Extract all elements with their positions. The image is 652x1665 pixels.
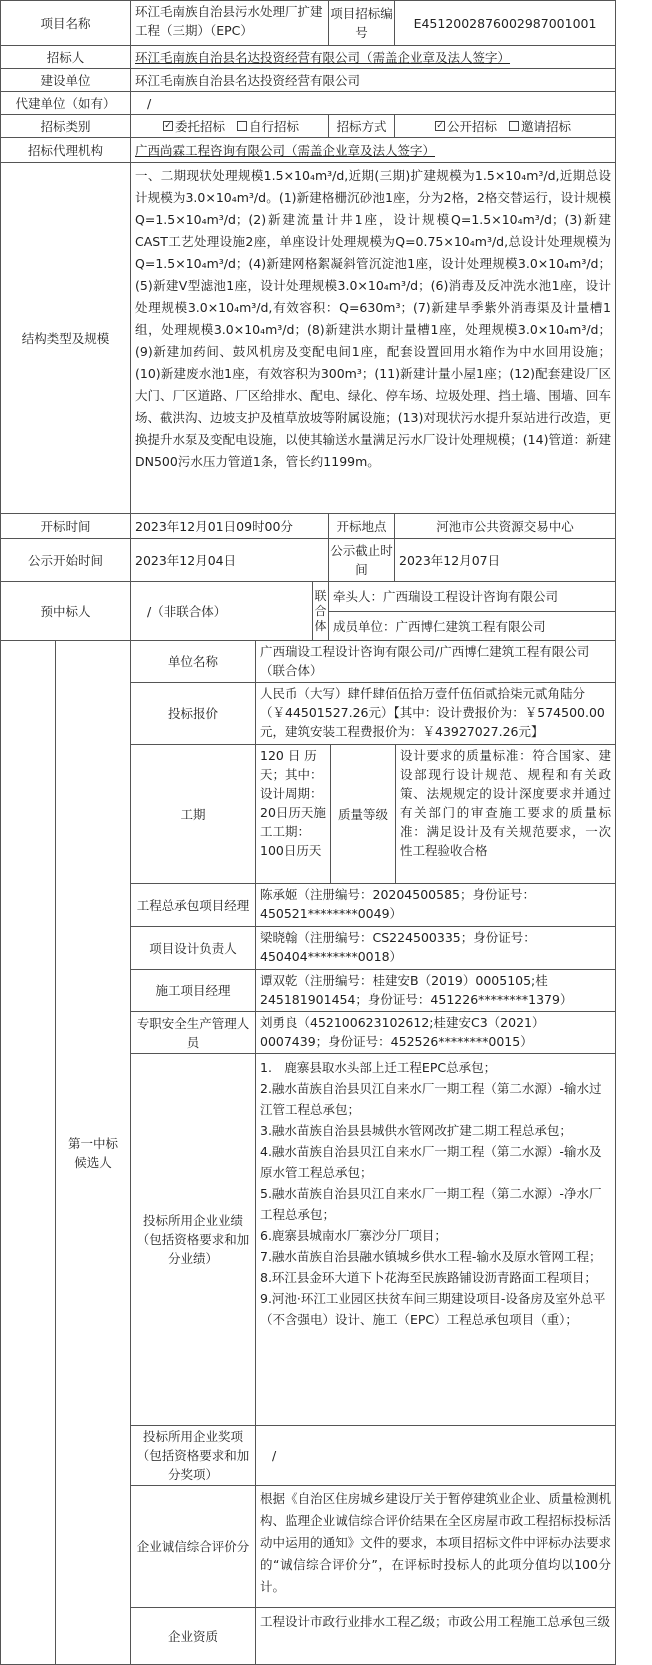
unchecked-box-icon[interactable] — [237, 121, 247, 131]
builder-value: 环江毛南族自治县名达投资经营有限公司 — [130, 68, 616, 92]
build-pm-value: 谭双乾（注册编号：桂建安B（2019）0005105;桂245181901454；身份证号：451226********1379） — [255, 969, 616, 1012]
union-member: 成员单位：广西博仁建筑工程有限公司 — [328, 611, 616, 641]
agent-builder-label: 代建单位（如有） — [0, 91, 131, 115]
tender-type-label: 招标类别 — [0, 114, 131, 138]
qualification-label: 企业资质 — [130, 1607, 256, 1665]
publicity-start-label: 公示开始时间 — [0, 538, 131, 582]
performance-item: 6.鹿寨县城南水厂寨沙分厂项目； — [260, 1228, 447, 1243]
union-lead: 牵头人：广西瑞设工程设计咨询有限公司 — [328, 581, 616, 612]
bid-value — [255, 682, 616, 745]
option-self: 自行招标 — [249, 118, 300, 134]
safety-value: 刘勇良（452100623102612;桂建安C3（2021）0007439；身份证号：452526********0015） — [255, 1011, 616, 1054]
quality-label: 质量等级 — [330, 744, 396, 884]
union-label: 联合体 — [312, 581, 329, 641]
winner-value: /（非联合体） — [130, 581, 313, 641]
bid-amount-figure: （￥44501527.26元）【其中：设计费报价为：￥574500.00 — [260, 705, 605, 720]
open-place-label: 开标地点 — [328, 513, 395, 539]
tender-type-options — [130, 114, 329, 138]
winner-label: 预中标人 — [0, 581, 131, 641]
checked-box-icon[interactable]: ✓ — [436, 121, 444, 131]
scale-label: 结构类型及规模 — [0, 162, 131, 514]
project-name-value: 环江毛南族自治县污水处理厂扩建工程（三期）（EPC） — [130, 0, 329, 46]
open-time-label: 开标时间 — [0, 513, 131, 539]
performance-item: 1. 鹿寨县取水头部上迁工程EPC总承包； — [260, 1060, 497, 1075]
performance-item: 9.河池·环江工业园区扶贫车间三期建设项目-设备房及室外总平（不含强电）设计、施工（EPC）工程总承包项目（重）； — [260, 1291, 606, 1327]
bid-amount-words: 人民币（大写）肆仟肆佰伍拾万壹仟伍佰贰拾柒元贰角陆分 — [260, 686, 586, 701]
checked-box-icon[interactable]: ✓ — [164, 121, 172, 131]
bid-amount-breakdown: 元，建筑安装工程费报价为：￥43927027.26元】 — [260, 724, 544, 739]
pm-label: 工程总承包项目经理 — [130, 883, 256, 927]
safety-label: 专职安全生产管理人员 — [130, 1011, 256, 1054]
design-lead-value: 梁晓翰（注册编号：CS224500335；身份证号：450404********0018） — [255, 926, 616, 970]
tender-method-label: 招标方式 — [328, 114, 395, 138]
agency-value: 广西尚霖工程咨询有限公司（需盖企业章及法人签字） — [130, 137, 616, 163]
performance-item: 7.融水苗族自治县融水镇城乡供水工程-输水及原水管网工程； — [260, 1249, 602, 1264]
tenderer-label: 招标人 — [0, 45, 131, 69]
project-name-label: 项目名称 — [0, 0, 131, 46]
publicity-end-label: 公示截止时间 — [328, 538, 395, 582]
tenderer-value: 环江毛南族自治县名达投资经营有限公司（需盖企业章及法人签字） — [130, 45, 616, 69]
credit-label: 企业诚信综合评价分 — [130, 1485, 256, 1608]
open-place-value: 河池市公共资源交易中心 — [394, 513, 616, 539]
period-label: 工期 — [130, 744, 256, 884]
performance-label: 投标所用企业业绩（包括资格要求和加分业绩） — [130, 1053, 256, 1426]
performance-item: 4.融水苗族自治县贝江自来水厂一期工程（第二水源）-输水及原水管工程总承包； — [260, 1144, 602, 1180]
unchecked-box-icon[interactable] — [509, 121, 519, 131]
publicity-end-value: 2023年12月07日 — [394, 538, 616, 582]
performance-item: 5.融水苗族自治县贝江自来水厂一期工程（第二水源）-净水厂工程总承包； — [260, 1186, 602, 1222]
award-label: 投标所用企业奖项（包括资格要求和加分奖项） — [130, 1425, 256, 1486]
performance-item: 3.融水苗族自治县县城供水管网改扩建二期工程总承包； — [260, 1123, 572, 1138]
design-lead-label: 项目设计负责人 — [130, 926, 256, 970]
agency-label: 招标代理机构 — [0, 137, 131, 163]
project-code-label: 项目招标编号 — [328, 0, 395, 46]
scale-value: 一、二期现状处理规模1.5×10₄m³/d,近期(三期)扩建规模为1.5×10₄m³/d,近期总设计规模为3.0×10₄m³/d。(1)新建格栅沉砂池1座，分为2格，2格交替运行，设计规模Q=1.5×10₄m³/d；(2)新建流量计井1座，设计规模Q=1.5×10₄m³/d；(3)新建CAST工艺处理设施2座，单座设计处理规模为Q=0.75×10₄m³/d,总设计处理规模为Q=1.5×10₄m³/d；(4)新建网格絮凝斜管沉淀池1座，设计处理规模3.0×10₄m³/d；(5)新建V型滤池1座，设计处理规模3.0×10₄m³/d；(6)消毒及反冲洗水池1座，设计处理规模3.0×10₄m³/d,有效容积：Q=630m³；(7)新建旱季紫外消毒渠及计量槽1组，处理规模3.0×10₄m³/d；(8)新建洪水期计量槽1座，处理规模3.0×10₄m³/d；(9)新建加药间、鼓风机房及变配电间1座，配套设置回用水箱作为中水回用设施；(10)新建废水池1座，有效容积为300m³；(11)新建计量小屋1座；(12)配套建设厂区大门、厂区道路、厂区给排水、配电、绿化、停车场、垃圾处理、挡土墙、围墙、回车场、截洪沟、边坡支护及植草放坡等附属设施；(13)对现状污水提升泵站进行改造，更换提升水泵及变配电设施，以使其输送水量满足污水厂设计处理规模；(14)管道：新建DN500污水压力管道1条，管长约1199m。 — [130, 162, 616, 514]
unit-label: 单位名称 — [130, 640, 256, 683]
quality-value: 设计要求的质量标准：符合国家、建设部现行设计规范、规程和有关政策、法规规定的设计深度要求并通过有关部门的审查施工要求的质量标准：满足设计及有关规范要求，一次性工程验收合格 — [395, 744, 616, 884]
left-margin-cell — [0, 640, 56, 1665]
performance-item: 8.环江县金环大道下卜花海至民族路铺设沥青路面工程项目； — [260, 1270, 597, 1285]
performance-list — [255, 1053, 616, 1426]
builder-label: 建设单位 — [0, 68, 131, 92]
bid-label: 投标报价 — [130, 682, 256, 745]
candidate-section-label: 第一中标候选人 — [55, 640, 131, 1665]
project-code-value: E4512002876002987001001 — [394, 0, 616, 46]
pm-value: 陈承姬（注册编号：20204500585；身份证号：450521********0049） — [255, 883, 616, 927]
award-value: / — [255, 1425, 616, 1486]
open-time-value: 2023年12月01日09时00分 — [130, 513, 329, 539]
agent-builder-value: / — [130, 91, 616, 115]
option-entrusted: 委托招标 — [175, 118, 226, 134]
performance-item: 2.融水苗族自治县贝江自来水厂一期工程（第二水源）-输水过江管工程总承包； — [260, 1081, 602, 1117]
publicity-start-value: 2023年12月04日 — [130, 538, 329, 582]
tender-method-options — [394, 114, 616, 138]
option-invite: 邀请招标 — [521, 118, 572, 134]
build-pm-label: 施工项目经理 — [130, 969, 256, 1012]
unit-value: 广西瑞设工程设计咨询有限公司/广西博仁建筑工程有限公司（联合体） — [255, 640, 616, 683]
option-public: 公开招标 — [447, 118, 498, 134]
period-value: 120 日 历 天；其中：设计周期：20日历天施工工期：100日历天 — [255, 744, 331, 884]
credit-value: 根据《自治区住房城乡建设厅关于暂停建筑业企业、质量检测机构、监理企业诚信综合评价结果在全区房屋市政工程招标投标活动中运用的通知》文件的要求，本项目招标文件中评标办法要求的“诚信综合评价分”，在评标时投标人的此项分值均以100分计。 — [255, 1485, 616, 1608]
qualification-value: 工程设计市政行业排水工程乙级；市政公用工程施工总承包三级 — [255, 1607, 616, 1665]
